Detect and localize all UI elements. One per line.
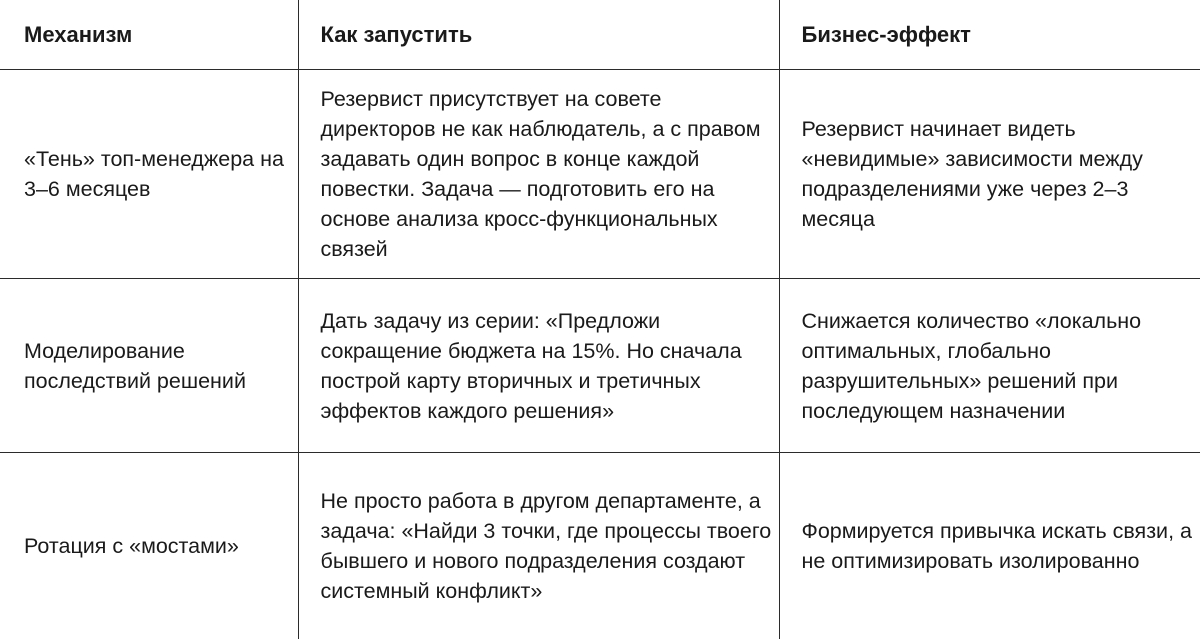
mechanism-cell: Ротация с «мостами» xyxy=(0,453,298,639)
header-business-effect: Бизнес-эффект xyxy=(779,0,1200,70)
table-row xyxy=(0,278,1200,453)
effect-cell: Резервист начинает видеть «невидимые» зависимости между подразделениями уже через 2–3 месяца xyxy=(779,70,1200,279)
how-cell: Не просто работа в другом департаменте, а задача: «Найди 3 точки, где процессы твоего бывшего и нового подразделения создают системный конфликт» xyxy=(298,453,779,639)
mechanism-cell: «Тень» топ-менеджера на 3–6 месяцев xyxy=(0,70,298,279)
how-cell: Резервист присутствует на совете директоров не как наблюдатель, а с правом задавать один вопрос в конце каждой повестки. Задача — подготовить его на основе анализа кросс-функциональных связей xyxy=(298,70,779,279)
header-row xyxy=(0,0,1200,70)
table-row xyxy=(0,70,1200,279)
header-mechanism: Механизм xyxy=(0,0,298,70)
mechanism-cell: Моделирование последствий решений xyxy=(0,278,298,453)
how-cell: Дать задачу из серии: «Предложи сокращение бюджета на 15%. Но сначала построй карту вторичных и третичных эффектов каждого решения» xyxy=(298,278,779,453)
effect-cell: Снижается количество «локально оптимальных, глобально разрушительных» решений при последующем назначении xyxy=(779,278,1200,453)
effect-cell: Формируется привычка искать связи, а не оптимизировать изолированно xyxy=(779,453,1200,639)
header-how-to-launch: Как запустить xyxy=(298,0,779,70)
table-row xyxy=(0,453,1200,639)
